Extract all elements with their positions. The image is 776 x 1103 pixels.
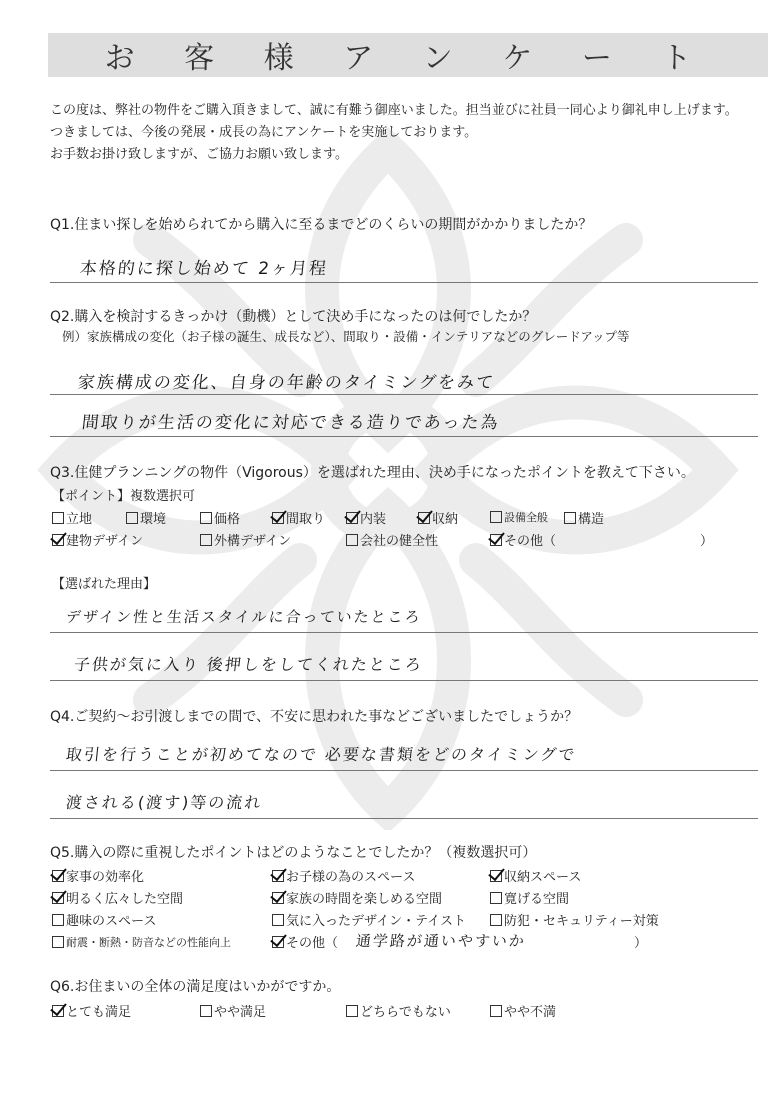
- checkbox-checked[interactable]: [490, 534, 502, 546]
- q3-option-structure[interactable]: 構造: [564, 508, 604, 527]
- q5-option-hobby-space[interactable]: 趣味のスペース: [52, 910, 156, 929]
- q3-option-interior[interactable]: 内装: [346, 508, 386, 527]
- q2-example: 例）家族構成の変化（お子様の誕生、成長など）、間取り・設備・インテリアなどのグレードアップ等: [62, 329, 630, 344]
- q4-answer-1: 取引を行うことが初めてなので 必要な書類をどのタイミングで: [64, 745, 578, 764]
- q2-answer-1: 家族構成の変化、自身の年齢のタイミングをみて: [76, 373, 497, 393]
- checkbox[interactable]: [490, 1005, 502, 1017]
- q5-option-storage[interactable]: 収納スペース: [490, 866, 581, 885]
- q5-option-other[interactable]: その他（: [272, 932, 338, 951]
- checkbox-checked[interactable]: [52, 534, 64, 546]
- q3-points-label: 【ポイント】複数選択可: [52, 489, 196, 504]
- q4-answer-line-1: [50, 770, 758, 771]
- checkbox[interactable]: [272, 914, 284, 926]
- q5-option-bright-space[interactable]: 明るく広々した空間: [52, 888, 183, 907]
- intro-line-2: つきましては、今後の発展・成長の為にアンケートを実施しております。: [50, 125, 478, 140]
- checkbox-checked[interactable]: [272, 936, 284, 948]
- q1-answer: 本格的に探し始めて 2ヶ月程: [78, 259, 330, 279]
- title-bar: [48, 33, 768, 77]
- checkbox-checked[interactable]: [272, 870, 284, 882]
- q3-reason-1: デザイン性と生活スタイルに合っていたところ: [65, 608, 423, 626]
- q3-question: Q3.住健プランニングの物件（Vigorous）を選ばれた理由、決め手になったポイントを教えて下さい。: [50, 465, 695, 481]
- checkbox[interactable]: [564, 512, 576, 524]
- checkbox-checked[interactable]: [346, 512, 358, 524]
- q3-other-close: ）: [700, 534, 714, 549]
- checkbox[interactable]: [200, 534, 212, 546]
- q1-question: Q1.住まい探しを始められてから購入に至るまでどのくらいの期間がかかりましたか？: [50, 217, 593, 233]
- intro-line-3: お手数お掛け致しますが、ご協力お願い致します。: [50, 147, 348, 162]
- q3-option-location[interactable]: 立地: [52, 508, 92, 527]
- q5-option-kids-space[interactable]: お子様の為のスペース: [272, 866, 415, 885]
- q2-answer-2: 間取りが生活の変化に対応できる造りであった為: [80, 413, 501, 433]
- checkbox[interactable]: [52, 512, 64, 524]
- q6-option-very-satisfied[interactable]: とても満足: [52, 1001, 131, 1020]
- q3-reason-line-2: [50, 680, 758, 681]
- checkbox-checked[interactable]: [52, 1005, 64, 1017]
- checkbox[interactable]: [490, 914, 502, 926]
- q3-option-environment[interactable]: 環境: [126, 508, 166, 527]
- q2-question: Q2.購入を検討するきっかけ（動機）として決め手になったのは何でしたか？: [50, 309, 537, 325]
- q3-reason-2: 子供が気に入り 後押しをしてくれたところ: [72, 655, 424, 674]
- checkbox[interactable]: [346, 534, 358, 546]
- q3-reason-line-1: [50, 632, 758, 633]
- checkbox-checked[interactable]: [272, 892, 284, 904]
- q5-option-housework[interactable]: 家事の効率化: [52, 866, 144, 885]
- q4-answer-2: 渡される(渡す)等の流れ: [64, 793, 264, 812]
- q5-option-family-time[interactable]: 家族の時間を楽しめる空間: [272, 888, 442, 907]
- q6-question: Q6.お住まいの全体の満足度はいかがですか。: [50, 979, 341, 995]
- q6-option-somewhat-satisfied[interactable]: やや満足: [200, 1001, 266, 1020]
- q3-reason-label: 【選ばれた理由】: [52, 577, 157, 592]
- q3-option-price[interactable]: 価格: [200, 508, 240, 527]
- checkbox[interactable]: [346, 1005, 358, 1017]
- checkbox[interactable]: [490, 892, 502, 904]
- q3-option-storage[interactable]: 収納: [418, 508, 458, 527]
- q5-option-design-taste[interactable]: 気に入ったデザイン・テイスト: [272, 910, 466, 929]
- checkbox-checked[interactable]: [490, 870, 502, 882]
- q6-option-neutral[interactable]: どちらでもない: [346, 1001, 451, 1020]
- q4-answer-line-2: [50, 818, 758, 819]
- q5-other-close: ）: [634, 936, 648, 951]
- checkbox-checked[interactable]: [418, 512, 430, 524]
- checkbox[interactable]: [490, 511, 502, 523]
- q3-option-other[interactable]: その他（: [490, 530, 556, 549]
- checkbox-checked[interactable]: [52, 892, 64, 904]
- checkbox[interactable]: [52, 936, 64, 948]
- q2-answer-line-2: [50, 436, 758, 437]
- q3-option-building-design[interactable]: 建物デザイン: [52, 530, 143, 549]
- intro-line-1: この度は、弊社の物件をご購入頂きまして、誠に有難う御座いました。担当並びに社員一同心より御礼申し上げます。: [50, 103, 738, 118]
- q6-option-somewhat-dissatisfied[interactable]: やや不満: [490, 1001, 556, 1020]
- q2-answer-line-1: [50, 394, 758, 395]
- q3-option-company-soundness[interactable]: 会社の健全性: [346, 530, 438, 549]
- q1-answer-line: [50, 282, 758, 283]
- q3-option-floorplan[interactable]: 間取り: [272, 508, 325, 527]
- page-title: お 客 様 ア ン ケ ー ト: [104, 41, 712, 76]
- checkbox[interactable]: [200, 1005, 212, 1017]
- q5-option-security[interactable]: 防犯・セキュリティー対策: [490, 910, 659, 929]
- q5-other-text: 通学路が通いやすいか: [355, 932, 527, 950]
- q5-option-performance[interactable]: 耐震・断熱・防音などの性能向上: [52, 934, 231, 950]
- checkbox-checked[interactable]: [272, 512, 284, 524]
- q3-option-exterior-design[interactable]: 外構デザイン: [200, 530, 291, 549]
- checkbox[interactable]: [200, 512, 212, 524]
- q4-question: Q4.ご契約～お引渡しまでの間で、不安に思われた事などございましたでしょうか？: [50, 709, 579, 725]
- q5-question: Q5.購入の際に重視したポイントはどのようなことでしたか？（複数選択可）: [50, 845, 537, 861]
- q3-option-equipment[interactable]: 設備全般: [490, 509, 548, 525]
- checkbox[interactable]: [52, 914, 64, 926]
- checkbox-checked[interactable]: [52, 870, 64, 882]
- q5-option-relax-space[interactable]: 寛げる空間: [490, 888, 569, 907]
- checkbox[interactable]: [126, 512, 138, 524]
